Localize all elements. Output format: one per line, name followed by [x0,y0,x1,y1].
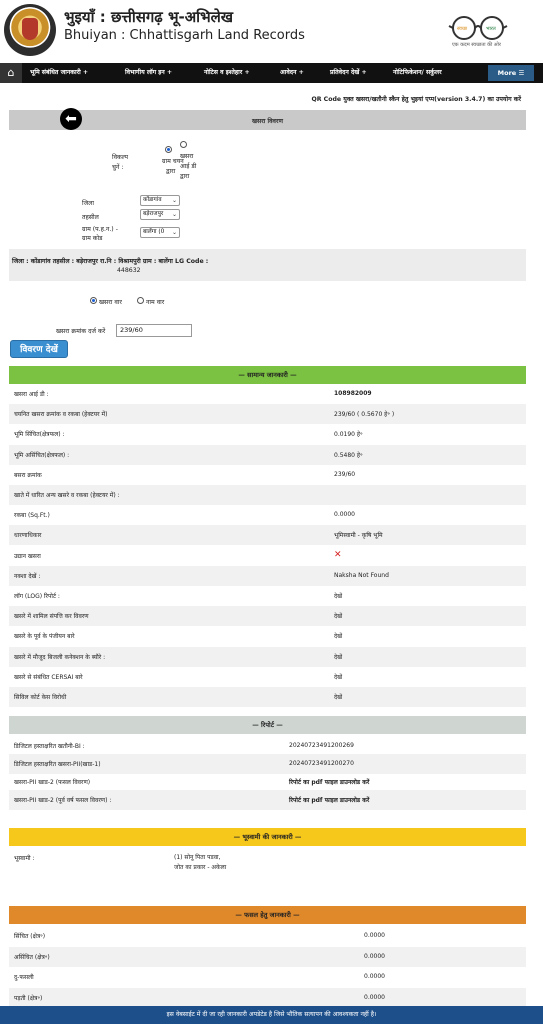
row-value[interactable]: देखें [334,613,343,621]
row-value: 0.0000 [364,932,385,939]
row-value[interactable]: देखें [334,633,343,641]
owner-value-line1: (1) सोनू पिता पडवा, [174,854,221,861]
table-row [9,790,526,810]
table-row [9,967,526,987]
row-value[interactable]: देखें [334,673,343,681]
opt-khasra-line2: आई डी [180,163,197,170]
swachh-tagline: एक कदम स्वच्छता की ओर [452,42,501,48]
row-value: 0.5480 हे॰ [334,451,363,459]
main-navbar [0,63,543,83]
row-label: डिजिटल हस्ताक्षरित खसरा-PII(खाड-1) [14,761,101,768]
by-name-label: नाम वार [146,299,165,306]
table-row [9,424,526,444]
tehsil-select[interactable] [140,209,180,220]
table-row [9,566,526,586]
table-row [9,667,526,687]
row-value: 0.0000 [334,511,355,519]
nav-land-info[interactable]: भूमि संबंधित जानकारी + [30,69,89,76]
opt-khasra-line3: द्वारा [180,173,190,180]
radio-by-khasra[interactable] [90,297,97,304]
nav-application[interactable]: आवेदन + [280,69,304,76]
row-label: भूमि असिंचित(क्षेत्रफल) : [14,451,70,459]
row-value: 0.0000 [364,993,385,1001]
row-label: भूमि सिंचित(क्षेत्रफल) : [14,431,65,439]
table-row [9,926,526,946]
village-select[interactable] [140,227,180,238]
owner-info-header: — भूस्वामी की जानकारी — [9,828,526,846]
row-value: 0.0000 [364,952,385,960]
table-row [9,754,526,774]
chevron-down-icon: ⌄ [171,229,177,236]
table-row [9,445,526,465]
row-label: खसरे में मौजूद बिजली कनेक्शन के ब्यौरे : [14,653,106,661]
choose-label-2: चुनें : [112,164,124,171]
row-label: धारणाधिकार [14,532,42,540]
home-icon[interactable]: ⌂ [0,63,22,83]
row-value[interactable]: रिपोर्ट का pdf फाइल डाउनलोड करें [289,797,370,804]
row-label: खसरा-PII खाड-2 (फसल विवरण) [14,779,91,786]
owner-row [9,848,526,878]
site-title-english: Bhuiyan : Chhattisgarh Land Records [64,28,305,43]
row-label: डिजिटल हस्ताक्षरित खतौनी-BI : [14,743,85,750]
location-summary [9,249,526,281]
table-row [9,687,526,707]
table-row [9,505,526,525]
tehsil-label: तहसील [82,214,99,221]
row-value[interactable]: 108982009 [334,390,372,397]
owner-value-line2: जोत का प्रकार - अकेला [174,864,227,871]
table-row [9,546,526,566]
view-details-button[interactable]: विवरण देखें [10,340,68,358]
opt-village-line2: द्वारा [166,168,176,175]
back-arrow-icon[interactable]: ⬅ [60,108,82,130]
crop-info-header: — फसल हेतु जानकारी — [9,906,526,924]
row-label: बसरा क्रमांक [14,471,42,479]
table-row [9,465,526,485]
row-value[interactable]: देखें [334,694,343,701]
opt-khasra-line1: खसरा [180,153,194,160]
row-label: सिंचित (क्षेत्र॰) [14,933,46,940]
village-label-2: ग्राम कोड [82,235,103,242]
khasra-details-bar [9,110,526,130]
cross-icon: ✕ [334,549,342,560]
row-label: नक्शा देखें : [14,572,41,580]
district-label: जिला [82,200,94,207]
general-info-header: — सामान्य जानकारी — [9,366,526,384]
table-row [9,525,526,545]
choose-label-1: विकल्प [112,154,128,161]
row-label: चयनित खसरा क्रमांक व रकबा (हेक्टयर में) [14,411,108,419]
nav-notification[interactable]: नोटिफिकेशन/ सर्कुलर [393,69,442,76]
khasra-number-input[interactable]: 239/60 [116,324,192,337]
swachh-bharat-logo-icon [445,12,511,42]
site-title-hindi: भुइयाँ : छत्तीसगढ़ भू-अभिलेख [64,8,234,26]
nav-department-login[interactable]: विभागीय लॉग इन + [125,69,173,76]
location-line: जिला : कोंडागांव तहसील : बड़ेराजपुर रा.नि : विश्रामपुरी ग्राम : बालेंगा LG Code : [12,258,209,265]
district-select[interactable] [140,195,180,206]
table-row [9,988,526,1008]
table-row [9,384,526,404]
row-label: असिंचित (क्षेत्र॰) [14,953,50,961]
table-row [9,947,526,967]
row-value: भूमिस्वामी - कृषि भूमि [334,532,383,540]
row-value: 0.0190 हे॰ [334,431,363,439]
row-label: खसरे में शामिल संपत्ति कर विवरण [14,613,89,621]
row-label: लॉग (LOG) रिपोर्ट : [14,593,60,600]
nav-report[interactable]: प्रतिवेदन देखें + [330,69,367,76]
row-value[interactable]: रिपोर्ट का pdf फाइल डाउनलोड करें [289,779,370,786]
opt-village-line1: ग्राम चयन [162,158,184,165]
row-label: खसरा-PII खाड-2 (पूर्व वर्ष फसल विवरण) : [14,797,112,804]
row-value: 0.0000 [364,973,385,980]
radio-by-khasra-id[interactable] [180,141,187,148]
village-label-1: ग्राम (प.ह.न.) - [82,226,118,233]
site-header [0,0,543,63]
table-row [9,606,526,626]
row-label: दु-फसली [14,974,34,981]
village-value: बालेंगा (0 [143,229,165,235]
table-row [9,586,526,606]
table-row [9,404,526,424]
owner-label: भूस्वामी : [14,855,35,862]
nav-notice[interactable]: नोटिस व इश्तेहार + [204,69,250,76]
radio-by-village[interactable] [165,146,172,153]
table-row [9,647,526,667]
state-emblem-icon [4,4,56,56]
table-row [9,772,526,792]
row-label: खसरे के पूर्व के पंजीयन बारे [14,633,75,641]
tehsil-value: बड़ेराजपुर [143,211,164,217]
khasra-details-title: खसरा विवरण [251,118,284,125]
row-value: 239/60 [334,470,356,478]
table-row [9,736,526,756]
district-value: कोंडागांव [143,197,162,203]
row-label: खसरे से संबंधित CERSAI बारे [14,673,83,681]
row-label: उद्यान खसरा [14,552,41,560]
khasra-input-label: खसरा क्रमांक दर्ज करें [56,328,106,335]
report-header: — रिपोर्ट — [9,716,526,734]
nav-more-button[interactable]: More ☰ [488,65,534,81]
row-value: 239/60 ( 0.5670 हे॰ ) [334,411,395,419]
table-row [9,626,526,646]
row-value[interactable]: देखें [334,593,343,600]
row-value: 20240723491200270 [289,760,354,767]
swachh-right-text: भारत [486,26,496,32]
by-khasra-label: खसरा वार [99,299,122,306]
row-label: रकबा (Sq.Ft.) [14,512,50,520]
row-value: 20240723491200269 [289,742,354,749]
radio-by-name[interactable] [137,297,144,304]
footer-disclaimer: इस वेबसाईट में दी जा रही जानकारी अपडेटेड है जिसे भौतिक सत्यापन की आवश्यकता नहीं है। [0,1006,543,1024]
swachh-left-text: स्वच्छ [457,26,468,32]
row-label: खसरा आई डी : [14,391,49,398]
lg-code-value: 448632 [117,267,141,274]
row-label: सिविल कोर्ट केस विरोधी [14,694,67,701]
row-label: पड़ती (क्षेत्र॰) [14,994,43,1002]
qr-app-note: QR Code युक्त खसरा/खतौनी स्कैन हेतु भुइयां एप्प(version 3.4.7) का उपयोग करें [311,96,521,103]
row-value[interactable]: देखें [334,653,343,661]
row-label: खाते में धारित अन्य खसरे व रकबा (हेक्टयर में) : [14,492,120,499]
row-value: Naksha Not Found [334,571,389,579]
chevron-down-icon: ⌄ [171,197,177,204]
chevron-down-icon: ⌄ [171,211,177,218]
table-row [9,485,526,505]
